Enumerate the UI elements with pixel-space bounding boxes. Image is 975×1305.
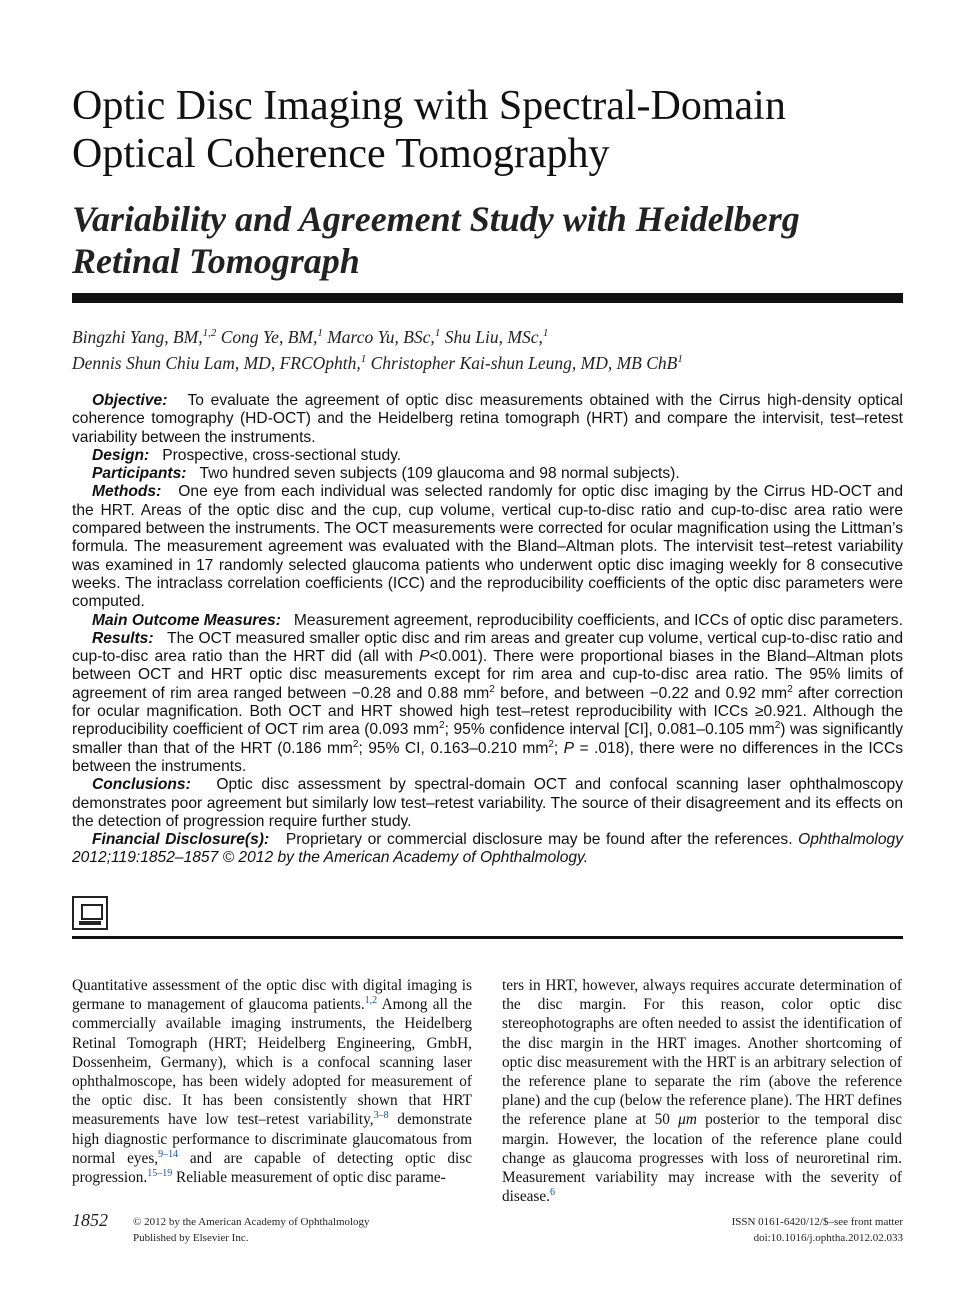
abstract <box>72 392 903 868</box>
section-label: Methods: <box>92 483 162 501</box>
reference-link[interactable]: 3–8 <box>373 1110 389 1122</box>
abstract-outcome <box>72 612 903 630</box>
author-name: Dennis Shun Chiu Lam, MD, FRCOphth, <box>72 352 361 373</box>
author-name: Cong Ye, BM, <box>216 326 318 347</box>
body-text: and are capable of detecting optic disc progression. <box>72 1149 472 1187</box>
body-paragraph <box>72 976 472 1187</box>
abstract-conclusions <box>72 776 903 831</box>
body-text: ters in HRT, however, always requires accurate determination of the disc margin. For this reason, color optic disc stereophotographs are often needed to assist the identification of the disc margin in the HRT images. Another shortcoming of optic disc measurement with the HRT is an arbitrary selection of the reference plane to separate the rim (above the reference plane) and the cup (below the reference plane). The HRT defines the reference plane at 50 <box>502 977 902 1129</box>
abstract-design <box>72 447 903 465</box>
abstract-objective <box>72 392 903 447</box>
section-label: Design: <box>92 446 150 464</box>
superscript: 2 <box>352 738 359 750</box>
section-text: Optic disc assessment by spectral-domain OCT and confocal scanning laser ophthalmoscopy demonstrates poor agreement but similarly low test–retest variability. The source of their disagreement and its effects on the detection of progression require further study. <box>72 776 904 830</box>
abstract-disclosure <box>72 831 903 868</box>
monitor-base <box>79 921 101 925</box>
section-text: <0.001). There were proportional biases in the Bland–Altman plots between OCT and HRT optic disc measurements except for rim area and cup-to-disc area ratio. The 95% limits of agreement of rim area ranged between −0.28 and 0.88 mm <box>72 648 903 702</box>
author-name: Shu Liu, MSc, <box>440 326 543 347</box>
publisher-line: Published by Elsevier Inc. <box>133 1232 249 1244</box>
superscript: 2 <box>489 683 495 695</box>
section-text: Measurement agreement, reproducibility coefficients, and ICCs of optic disc parameters. <box>293 611 903 629</box>
copyright-line: © 2012 by the American Academy of Ophthalmology <box>133 1216 370 1228</box>
body-column-right <box>502 976 902 1206</box>
section-label: Participants: <box>92 465 187 483</box>
affiliation-marker: 1 <box>434 327 441 339</box>
section-label: Results: <box>92 629 154 647</box>
p-value-symbol: P <box>419 648 430 666</box>
reference-link[interactable]: 1,2 <box>364 995 378 1007</box>
section-text: ; 95% CI, 0.163–0.210 mm <box>358 739 549 757</box>
superscript: 2 <box>548 738 554 750</box>
affiliation-marker: 1,2 <box>202 327 217 339</box>
body-paragraph <box>502 976 902 1206</box>
section-text: ) was significantly smaller than that of the HRT (0.186 mm <box>72 721 903 757</box>
body-text: demonstrate high diagnostic performance to discriminate glaucomatous from normal eyes, <box>72 1111 472 1167</box>
abstract-results <box>72 630 903 776</box>
author-name: Christopher Kai-shun Leung, MD, MB ChB <box>366 352 678 373</box>
section-text: The OCT measured smaller optic disc and rim areas and greater cup volume, vertical cup-to-disc ratio and cup-to-disc area ratio than the HRT did (all with <box>72 629 904 666</box>
monitor-screen <box>81 904 103 920</box>
section-text: Prospective, cross-sectional study. <box>162 446 402 464</box>
affiliation-marker: 1 <box>677 352 683 365</box>
section-label: Conclusions: <box>92 776 191 794</box>
reference-link[interactable]: 9–14 <box>158 1148 179 1160</box>
section-text: before, and between −0.22 and 0.92 mm <box>494 684 788 702</box>
article-title: Optic Disc Imaging with Spectral-Domain Optical Coherence Tomography <box>72 83 786 177</box>
body-column-left <box>72 976 472 1187</box>
issn-line: ISSN 0161-6420/12/$–see front matter <box>731 1216 903 1228</box>
superscript: 2 <box>439 720 445 732</box>
section-text: To evaluate the agreement of optic disc measurements obtained with the Cirrus high-density optical coherence tomography (HD-OCT) and the Heidelberg retina tomograph (HRT) and compare the intervisit, test–retest variability between the instruments. <box>72 392 903 446</box>
author-name: Marco Yu, BSc, <box>322 326 435 347</box>
body-text: Reliable measurement of optic disc parame- <box>172 1169 446 1187</box>
section-text: One eye from each individual was selected randomly for optic disc imaging by the Cirrus HD-OCT and the HRT. Areas of the optic disc and the cup, cup volume, vertical cup-to-disc ratio and cup-to-disc area ratio were compared between the instruments. The OCT measurements were corrected for ocular magnification using the Littman’s formula. The measurement agreement was evaluated with the Bland–Altman plots. The intervisit test–retest variability was examined in 17 randomly selected glaucoma patients who underwent optic disc imaging weekly for 8 consecutive weeks. The intraclass correlation coefficients (ICC) and the reproducibility coefficients of the optic disc parameters were computed. <box>72 483 903 611</box>
body-text: Among all the commercially available imaging instruments, the Heidelberg Retinal Tomograph (HRT; Heidelberg Engineering, GmbH, Dossenheim, Germany), which is a confocal scanning laser ophthalmoscope, has been widely adopted for measurement of the optic disc. It has been consistently shown that HRT measurements have low test–retest variability, <box>72 996 473 1129</box>
section-text: = .018), there were no differences in the ICCs between the instruments. <box>72 739 903 775</box>
section-text: Two hundred seven subjects (109 glaucoma and 98 normal subjects). <box>199 465 680 483</box>
section-label: Main Outcome Measures: <box>92 611 281 629</box>
abstract-methods <box>72 483 903 611</box>
affiliation-marker: 1 <box>360 352 367 365</box>
section-label: Objective: <box>92 392 168 409</box>
affiliation-marker: 1 <box>317 327 323 339</box>
footer-identifiers <box>732 1214 903 1246</box>
page-number: 1852 <box>72 1210 108 1230</box>
abstract-divider <box>72 936 903 939</box>
footer-publisher-info <box>133 1214 370 1246</box>
body-text: Quantitative assessment of the optic disc with digital imaging is germane to management of glaucoma patients. <box>72 977 472 1014</box>
abstract-participants <box>72 465 903 483</box>
body-text: posterior to the temporal disc margin. However, the location of the reference plane could change as glaucoma progresses with loss of neuroretinal rim. Measurement variability may increase with the severity of disease. <box>502 1111 903 1206</box>
affiliation-marker: 1 <box>542 327 549 339</box>
journal-citation: Ophthalmology 2012;119:1852–1857 © 2012 by the American Academy of Ophthalmology. <box>72 831 904 867</box>
superscript: 2 <box>787 683 793 695</box>
section-label: Financial Disclosure(s): <box>92 831 270 849</box>
section-text: ; <box>553 739 564 757</box>
section-text: after correction for ocular magnification. Both OCT and HRT showed high test–retest reproducibility with ICCs ≥0.921. Although the reproducibility coefficient of OCT rim area (0.093 mm <box>72 684 903 739</box>
doi-link[interactable]: doi:10.1016/j.ophtha.2012.02.033 <box>753 1232 903 1244</box>
reference-link[interactable]: 15–19 <box>147 1167 173 1179</box>
p-value-symbol: P <box>563 739 575 757</box>
reference-link[interactable]: 6 <box>550 1187 555 1199</box>
author-name: Bingzhi Yang, BM, <box>72 326 203 347</box>
section-text: ; 95% confidence interval [CI], 0.081–0.105 mm <box>444 721 775 739</box>
section-text: Proprietary or commercial disclosure may be found after the references. <box>285 831 793 849</box>
online-only-computer-icon[interactable] <box>72 896 108 930</box>
author-list <box>72 322 903 374</box>
title-divider <box>72 293 903 303</box>
unit-symbol: μm <box>678 1111 697 1129</box>
superscript: 2 <box>774 720 781 732</box>
article-subtitle: Variability and Agreement Study with Heidelberg Retinal Tomograph <box>72 199 800 281</box>
